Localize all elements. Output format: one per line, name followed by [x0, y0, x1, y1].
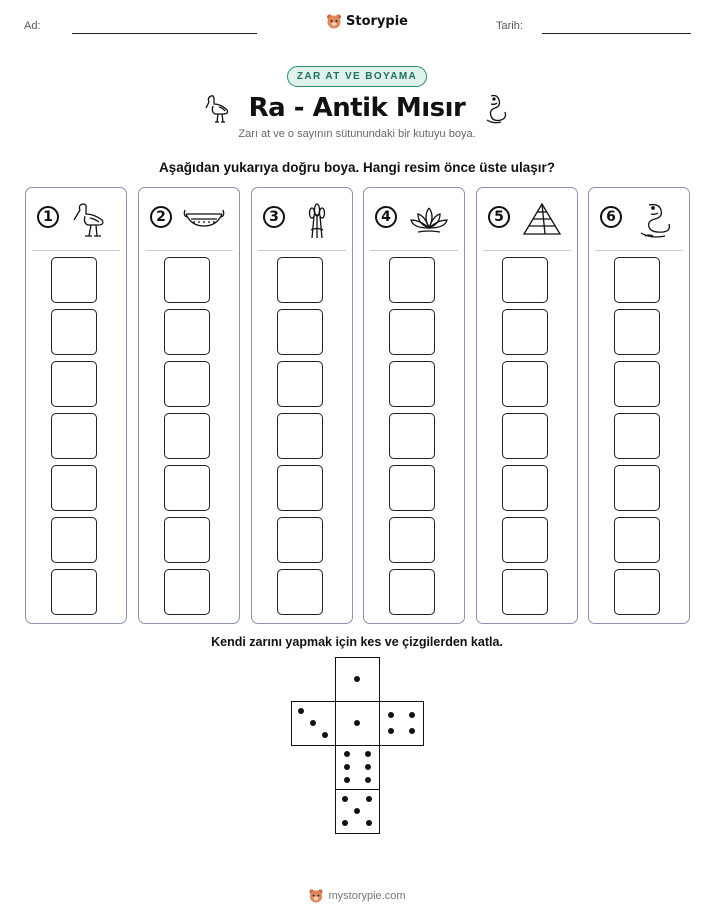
brand-logo [326, 13, 408, 30]
dice-pip [366, 796, 372, 802]
column-number: 4 [375, 206, 397, 228]
column-header [589, 188, 689, 250]
coloring-box[interactable] [502, 517, 548, 563]
column-header [477, 188, 577, 250]
coloring-box[interactable] [164, 517, 210, 563]
dice-pip [342, 820, 348, 826]
column-5 [476, 187, 578, 624]
dice-pip [298, 708, 304, 714]
dice-face [335, 657, 380, 702]
date-label: Tarih: [496, 20, 523, 32]
snake-icon [633, 200, 675, 240]
coloring-box[interactable] [502, 257, 548, 303]
subtitle: Zarı at ve o sayının sütunundaki bir kutuyu boya. [238, 128, 476, 140]
coloring-box[interactable] [277, 257, 323, 303]
coloring-box[interactable] [389, 361, 435, 407]
dice-face [335, 789, 380, 834]
lotus-icon [408, 200, 450, 240]
ibis-icon [70, 200, 112, 240]
column-number: 5 [488, 206, 510, 228]
dice-pip [310, 720, 316, 726]
dice-pip [409, 728, 415, 734]
coloring-box[interactable] [277, 465, 323, 511]
dice-pip [409, 712, 415, 718]
column-divider [32, 250, 120, 251]
coloring-instruction: Aşağıdan yukarıya doğru boya. Hangi resim önce üste ulaşır? [158, 160, 556, 175]
coloring-box[interactable] [277, 517, 323, 563]
dice-instruction: Kendi zarını yapmak için kes ve çizgilerden katla. [211, 635, 503, 649]
dice-pip [344, 751, 350, 757]
pyramid-icon [521, 200, 563, 240]
dice-pip [365, 764, 371, 770]
brand-name: Storypie [346, 14, 408, 29]
dice-face [291, 701, 336, 746]
coloring-box[interactable] [614, 361, 660, 407]
dice-face [335, 701, 380, 746]
column-header [139, 188, 239, 250]
column-header [364, 188, 464, 250]
coloring-box[interactable] [277, 309, 323, 355]
coloring-box[interactable] [164, 257, 210, 303]
coloring-box[interactable] [614, 517, 660, 563]
coloring-box[interactable] [389, 413, 435, 459]
dice-pip [365, 751, 371, 757]
column-number: 6 [600, 206, 622, 228]
coloring-box[interactable] [389, 517, 435, 563]
coloring-box[interactable] [51, 465, 97, 511]
dice-pip [342, 796, 348, 802]
dice-pip [388, 712, 394, 718]
column-1 [25, 187, 127, 624]
dice-pip [344, 764, 350, 770]
dice-pip [322, 732, 328, 738]
wheat-icon [296, 200, 338, 240]
dice-pip [354, 720, 360, 726]
dice-pip [344, 777, 350, 783]
dice-face [379, 701, 424, 746]
bear-logo-icon [308, 888, 324, 904]
coloring-box[interactable] [164, 569, 210, 615]
column-6 [588, 187, 690, 624]
coloring-box[interactable] [277, 569, 323, 615]
footer [308, 888, 405, 904]
column-number: 3 [263, 206, 285, 228]
coloring-box[interactable] [502, 413, 548, 459]
column-2 [138, 187, 240, 624]
column-divider [258, 250, 346, 251]
coloring-box[interactable] [614, 309, 660, 355]
coloring-box[interactable] [51, 257, 97, 303]
ibis-icon [205, 92, 235, 124]
coloring-box[interactable] [164, 361, 210, 407]
column-header [26, 188, 126, 250]
coloring-box[interactable] [51, 569, 97, 615]
coloring-box[interactable] [389, 465, 435, 511]
coloring-box[interactable] [164, 465, 210, 511]
coloring-box[interactable] [614, 465, 660, 511]
coloring-box[interactable] [502, 309, 548, 355]
coloring-box[interactable] [51, 309, 97, 355]
dice-pip [354, 676, 360, 682]
column-number: 2 [150, 206, 172, 228]
coloring-box[interactable] [51, 361, 97, 407]
dice-face [335, 745, 380, 790]
coloring-box[interactable] [389, 569, 435, 615]
coloring-box[interactable] [614, 257, 660, 303]
dice-pip [354, 808, 360, 814]
coloring-box[interactable] [51, 517, 97, 563]
dice-pip [366, 820, 372, 826]
column-4 [363, 187, 465, 624]
column-header [252, 188, 352, 250]
column-3 [251, 187, 353, 624]
coloring-box[interactable] [164, 413, 210, 459]
activity-badge: ZAR AT VE BOYAMA [287, 66, 427, 87]
date-line[interactable] [542, 33, 691, 34]
boat-icon [183, 200, 225, 240]
column-divider [595, 250, 683, 251]
coloring-box[interactable] [502, 361, 548, 407]
column-divider [483, 250, 571, 251]
cobra-icon [479, 92, 509, 124]
coloring-box[interactable] [614, 413, 660, 459]
coloring-box[interactable] [51, 413, 97, 459]
coloring-box[interactable] [277, 361, 323, 407]
bear-logo-icon [326, 13, 342, 30]
coloring-box[interactable] [502, 465, 548, 511]
column-number: 1 [37, 206, 59, 228]
name-line[interactable] [72, 33, 257, 34]
dice-pip [388, 728, 394, 734]
name-label: Ad: [24, 20, 41, 32]
coloring-box[interactable] [502, 569, 548, 615]
coloring-box[interactable] [614, 569, 660, 615]
column-divider [145, 250, 233, 251]
coloring-box[interactable] [389, 257, 435, 303]
column-divider [370, 250, 458, 251]
dice-pip [365, 777, 371, 783]
coloring-box[interactable] [164, 309, 210, 355]
coloring-box[interactable] [389, 309, 435, 355]
page-title: Ra - Antik Mısır [248, 93, 466, 123]
footer-url: mystorypie.com [328, 890, 406, 902]
coloring-box[interactable] [277, 413, 323, 459]
